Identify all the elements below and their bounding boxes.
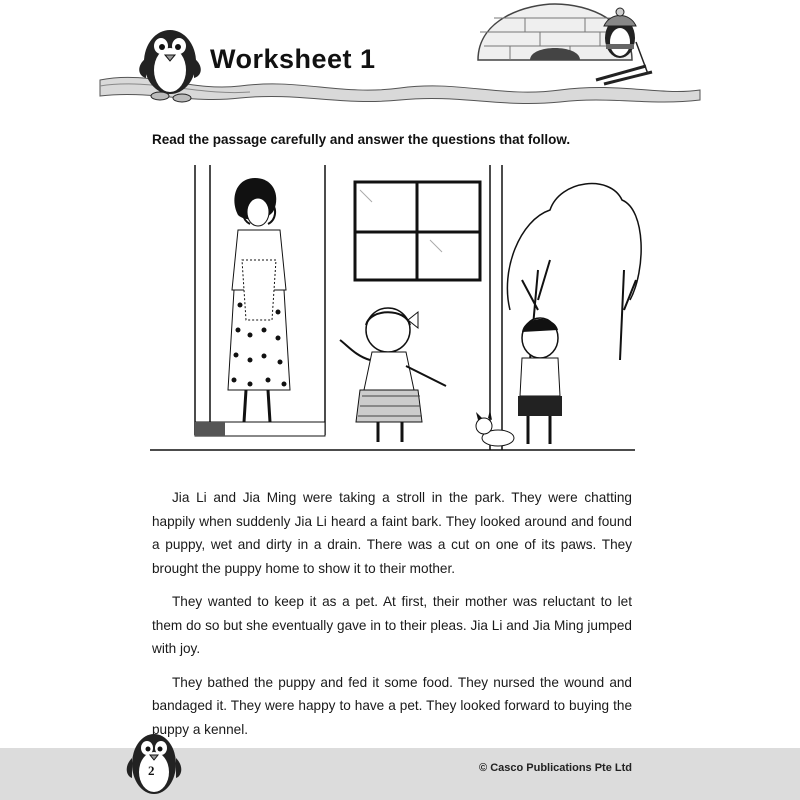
footer-band	[0, 748, 800, 800]
story-illustration	[150, 160, 650, 470]
header-banner	[0, 0, 800, 110]
copyright-text: © Casco Publications Pte Ltd	[479, 762, 632, 774]
instruction-text: Read the passage carefully and answer the questions that follow.	[152, 132, 571, 147]
passage-paragraph-3: They bathed the puppy and fed it some food. They nursed the wound and bandaged it. They were happy to have a pet. They looked forward to buying the puppy a kennel.	[152, 674, 632, 737]
puppy-icon	[476, 410, 514, 446]
boy-figure	[518, 318, 562, 444]
passage-paragraph-1: Jia Li and Jia Ming were taking a stroll in the park. They were chatting happily when suddenly Jia Li heard a faint bark. They looked around and found a puppy, wet and dirty in a drain. There was a cut on one of its paws. They brought the puppy home to show it to their mother.	[152, 490, 632, 576]
passage-paragraph-2: They wanted to keep it as a pet. At first, their mother was reluctant to let them do so but she eventually gave in to their pleas. Jia Li and Jia Ming jumped with joy.	[152, 594, 632, 656]
girl-figure	[340, 308, 446, 442]
worksheet-header	[0, 0, 800, 110]
reading-passage	[152, 486, 632, 751]
page-number: 2	[148, 763, 155, 778]
page-title: Worksheet 1	[210, 44, 376, 74]
window-icon	[355, 182, 480, 280]
mother-figure	[228, 178, 290, 422]
